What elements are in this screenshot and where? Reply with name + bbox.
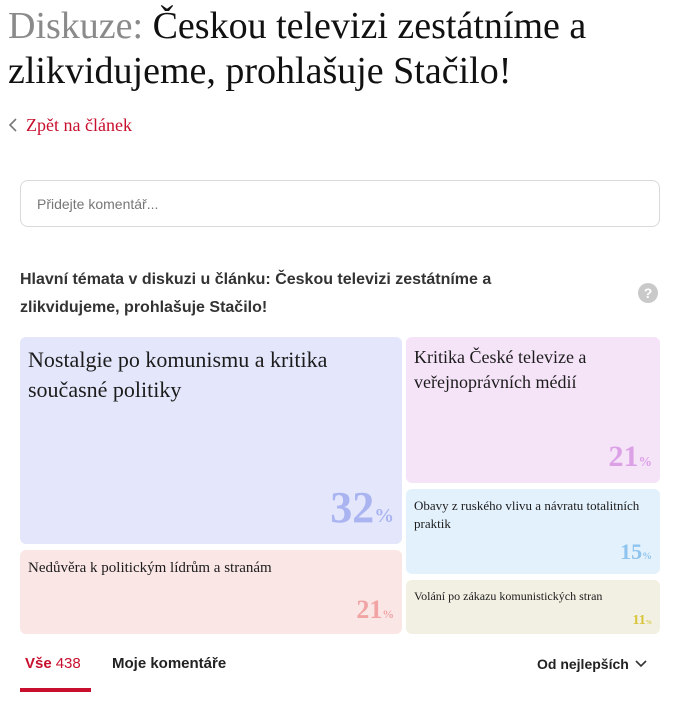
topics-heading: Hlavní témata v diskuzi u článku: Českou televizi zestátníme a zlikvidujeme, prohlašuje Stačilo! — [20, 271, 492, 316]
topic-tile-percent — [330, 483, 394, 538]
topic-tile-label: Kritika České televize a veřejnoprávních médií — [414, 347, 587, 392]
topic-tile-percent — [609, 442, 653, 477]
tab-all[interactable] — [25, 652, 81, 692]
chevron-down-icon — [635, 660, 647, 668]
topic-tile-label: Nostalgie po komunismu a kritika současné politiky — [28, 347, 328, 402]
tab-all-label: Vše — [25, 655, 52, 672]
topic-tile-percent — [620, 541, 652, 568]
topic-tile-3[interactable] — [406, 337, 660, 483]
topic-tile-percent — [356, 597, 394, 628]
comment-count: 438 — [55, 655, 81, 672]
topic-tile-label: Nedůvěra k politickým lídrům a stranám — [28, 560, 272, 576]
back-to-article-link[interactable] — [8, 114, 132, 136]
topic-tile-1[interactable] — [20, 337, 402, 544]
percent-sign: % — [642, 551, 652, 562]
percent-sign: % — [382, 608, 394, 621]
tab-my-comments[interactable]: Moje komentáře — [112, 655, 227, 672]
topic-percent-value: 32 — [330, 483, 375, 532]
comment-input[interactable] — [20, 180, 660, 227]
topic-percent-value: 15 — [620, 539, 643, 564]
percent-sign: % — [374, 505, 394, 527]
topic-percent-value: 21 — [356, 595, 383, 624]
topic-tile-4[interactable] — [406, 489, 660, 574]
percent-sign: % — [645, 619, 652, 626]
sort-label: Od nejlepších — [537, 656, 629, 672]
percent-sign: % — [638, 454, 652, 469]
topic-percent-value: 11 — [632, 613, 646, 628]
page-title-prefix: Diskuze: — [8, 5, 144, 47]
topic-tile-2[interactable] — [20, 550, 402, 634]
page-title-text: Českou televizi zestátníme a zlikvidujeme, prohlašuje Stačilo! — [8, 5, 587, 92]
topic-tile-percent — [632, 614, 652, 630]
topic-tile-label: Volání po zákazu komunistických stran — [414, 589, 603, 603]
topic-percent-value: 21 — [608, 440, 639, 473]
back-to-article-label: Zpět na článek — [26, 114, 132, 135]
topic-tile-label: Obavy z ruského vlivu a návratu totalitních praktik — [414, 498, 640, 531]
page-title — [8, 4, 668, 94]
chevron-left-icon — [8, 118, 18, 132]
topic-tile-5[interactable] — [406, 580, 660, 634]
help-icon[interactable]: ? — [638, 283, 658, 303]
sort-dropdown[interactable] — [537, 652, 647, 676]
active-tab-indicator — [20, 688, 91, 692]
